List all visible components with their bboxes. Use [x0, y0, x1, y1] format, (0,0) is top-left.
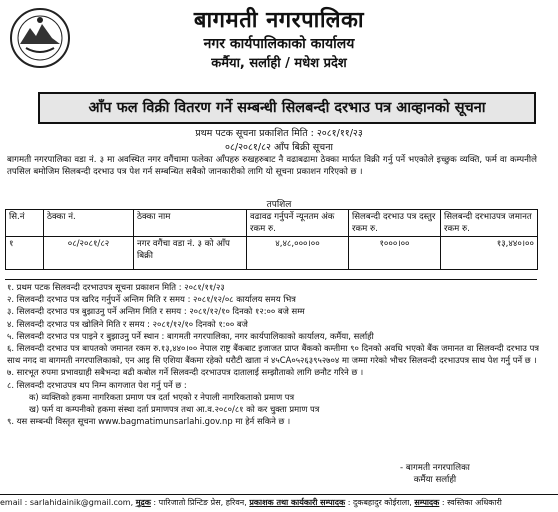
footer-editor-label: सम्पादक [414, 498, 440, 507]
cell-fee: १०००।०० [349, 237, 441, 270]
cell-contract-no: ०८/२०८१/८२ [44, 237, 134, 270]
cell-deposit: १३,४४०।०० [441, 237, 538, 270]
col-header-sn: सि.नं [6, 210, 44, 237]
condition-subitem: क) व्यक्तिको हकमा नागरिकता प्रमाण पत्र दर्ता भएको र नेपाली नागरिकताको प्रमाण पत्र [29, 391, 295, 402]
signature-line2: कर्मैया सर्लाही [413, 475, 457, 485]
footer-publisher-label: प्रकाशक तथा कार्यकारी सम्पादक [249, 498, 346, 507]
condition-subitem: ख) फर्म वा कम्पनीको हकमा संस्था दर्ता प्रमाणपत्र तथा आ.व.२०८०/८१ को कर चुक्ता प्रमाण पत्र [29, 404, 320, 415]
condition-item: ६. सिलवन्दी दरभाउ पत्र बापतको जमानत रकम रु.१३,४४०।०० नेपाल राष्ट्र बैंकबाट इजाजत प्राप्त बैंकको कम्तीमा ९० दिनको अवधि भएको बैंक जमानत वा सिलवन्दी दरभाउ पत्र साथ नगद वा बागमती नगरपालिकाको, एन आइ सि एशिया बैंकमा रहेको धरौटी खाता नं ४५CA०५२६३९५२७०४ मा जम्मा गरेको भौचर सिलवन्दी दरभाउपत्र साथ पेश गर्नु पर्ने छ । [7, 343, 539, 366]
condition-item: ४. सिलवन्दी दरभाउ पत्र खोलिने मिति र समय : २०८१/१२/१० दिनको १:०० बजे [7, 318, 248, 329]
footer-email: email : sarlahidainik@gmail.com, [0, 498, 134, 507]
condition-item: ५. सिलवन्दी दरभाउ पत्र पाइने र बुझाउनु पर्ने स्थान : बागमती नगरपालिका, नगर कार्यपालिकाको कार्यालय, कर्मैया, सर्लाही [7, 330, 374, 341]
notice-title: आँप फल विक्री वितरण गर्ने सम्बन्धी सिलबन्दी दरभाउ पत्र आव्हानको सूचना [38, 92, 536, 124]
condition-item: ८. सिलवन्दी दरभाउपत्र थप निम्न कागजात पेश गर्नु पर्ने छ : [7, 379, 187, 390]
col-header-deposit: सिलबन्दी दरभाउपत्र जमानत रकम रु. [441, 210, 538, 237]
office-name: नगर कार्यपालिकाको कार्यालय [203, 36, 355, 52]
cell-contract-name: नगर वगैंचा वडा नं. ३ को आँप बिक्री [134, 237, 247, 270]
condition-item: ३. सिलवन्दी दरभाउ पत्र बुझाउनु पर्ने अन्तिम मिति र समय : २०८१/१२/१० दिनको १२:०० बजे सम्म [7, 306, 305, 317]
condition-item: १. प्रथम पटक सिलवन्दी दरभाउपत्र सूचना प्रकाशन मिति : २०८१/११/२३ [7, 282, 225, 292]
first-publish-date: प्रथम पटक सूचना प्रकाशित मिति : २०८१/११/२३ [195, 128, 363, 139]
footer-printer: : पारिजातो प्रिन्टिङ प्रेस, हरिवन, [153, 498, 247, 507]
col-header-fee: सिलबन्दी दरभाउ पत्र दस्तुर रकम रु. [349, 210, 441, 237]
condition-item: २. सिलवन्दी दरभाउ पत्र खरिद गर्नुपर्ने अन्तिम मिति र समय : २०८१/१२/०८ कार्यालय समय भित्र [7, 294, 296, 305]
details-table [5, 209, 538, 270]
signature-line1: - बागमती नगरपालिका [400, 463, 470, 473]
condition-item: ७. सारभूत रुपमा प्रभावग्राही सबैभन्दा बढी कबोल गर्ने सिलवन्दी दरभाउपत्र दातालाई सम्झौताको लागि छनौट गरिने छ । [7, 367, 364, 378]
condition-item: ९. यस सम्बन्धी विस्तृत सूचना www.bagmatimunsarlahi.gov.np मा हेर्न सकिने छ । [7, 416, 291, 427]
col-header-min-amount: वढावढ गर्नुपर्ने न्यूनतम अंक रकम रु. [247, 210, 349, 237]
org-name: बागमती नगरपालिका [193, 8, 365, 33]
cell-sn: १ [6, 237, 44, 270]
footer-publisher: : दुकबहादुर कोईराला, [347, 498, 412, 507]
col-header-contract-name: ठेक्का नाम [134, 210, 247, 237]
newspaper-footer [0, 494, 558, 512]
table-caption: तपशिल [266, 200, 292, 210]
footer-printer-label: मुद्रक [135, 498, 151, 507]
col-header-contract-no: ठेक्का नं. [44, 210, 134, 237]
footer-editor: : स्वस्तिका अधिकारी [441, 498, 502, 507]
divider [5, 279, 537, 280]
office-location: कर्मैया, सर्लाही / मधेश प्रदेश [211, 56, 347, 71]
table-header-row [6, 210, 538, 237]
cell-min-amount: ४,४८,०००।०० [247, 237, 349, 270]
conditions-list [7, 281, 539, 427]
table-row [6, 237, 538, 270]
reference-line: ०८/२०८१/८२ आँप बिक्री सूचना [225, 142, 333, 153]
signature-block [400, 462, 470, 486]
intro-paragraph: बागमती नगरपालिका वडा नं. ३ मा अवस्थित नगर वगैंचामा फलेका आँपहरु रुखहरुबाट नै वढाबढामा ठेक्का मार्फत विक्री गर्नु पर्ने भएकोले इच्छुक व्यक्ति, फर्म वा कम्पनीले तपसिल बमोजिम सिलबन्दी दरभाउ पत्र पेश गर्न सम्बन्धित सबैको जानकारीको लागि यो सूचना प्रकाशन गरिएको छ । [7, 155, 537, 177]
